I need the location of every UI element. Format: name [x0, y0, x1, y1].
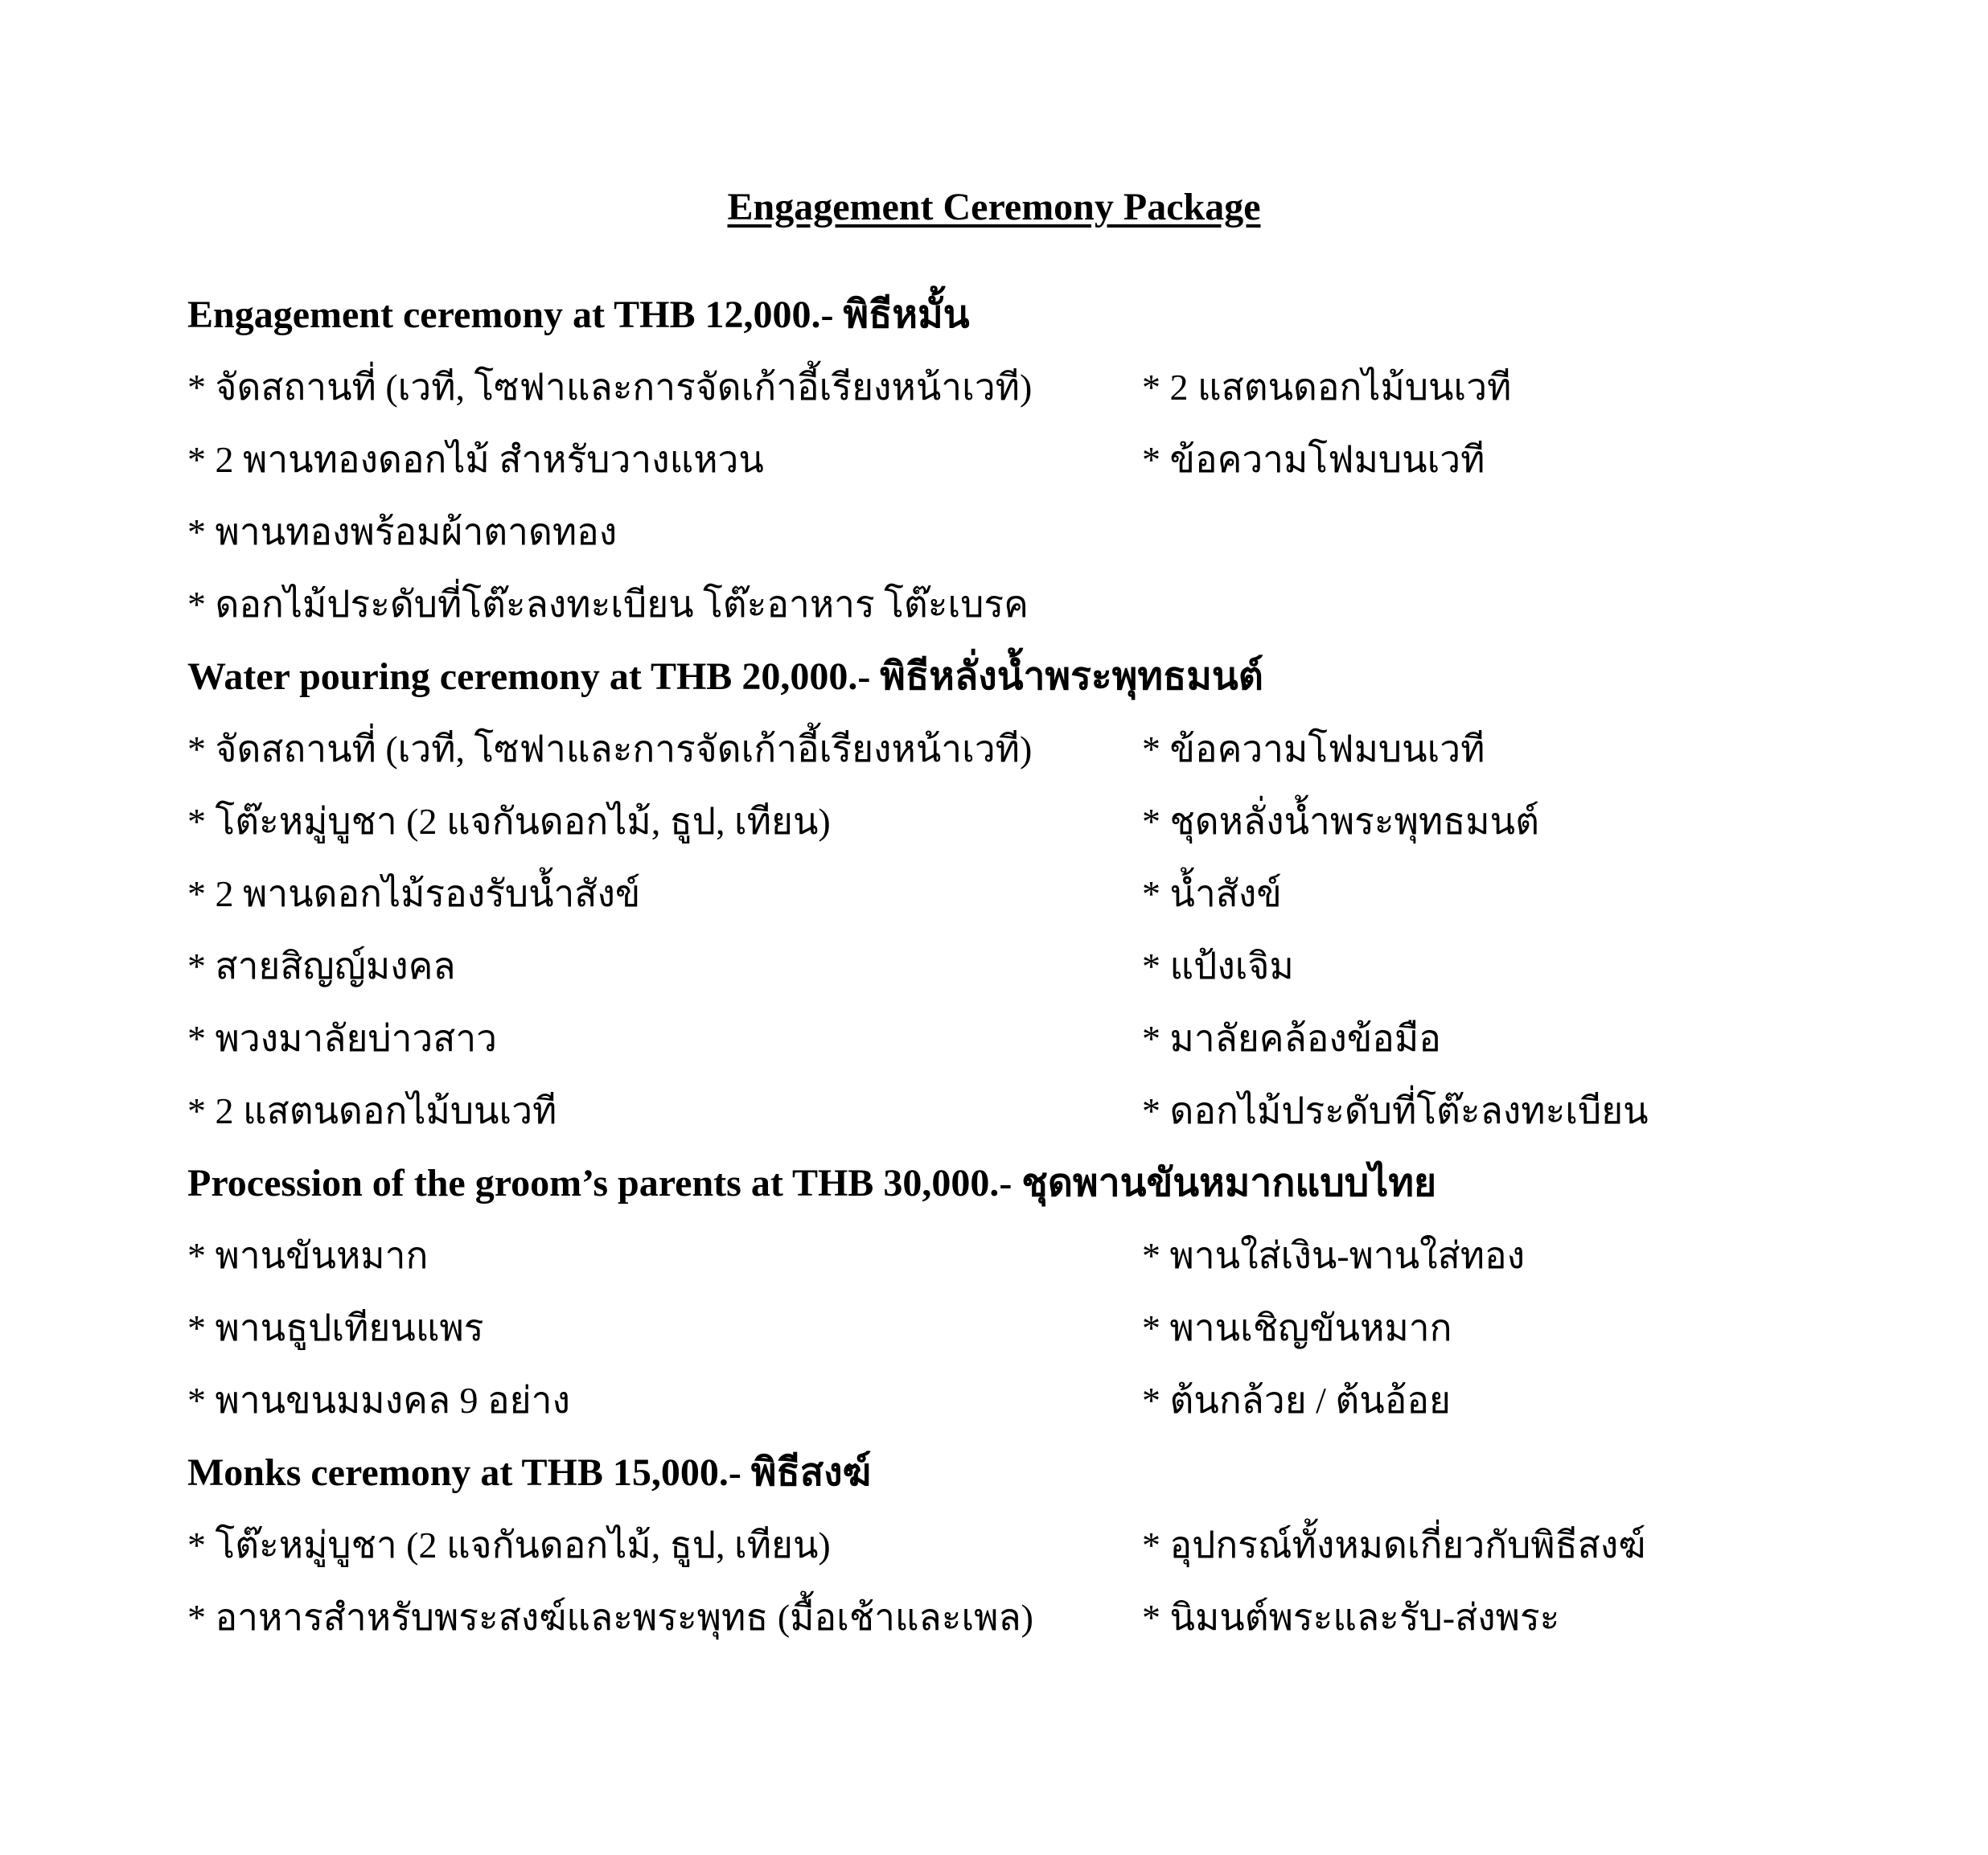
list-item: * 2 พานดอกไม้รองรับน้ำสังข์ — [187, 873, 641, 914]
list-item: * แป้งเจิม — [1142, 946, 1294, 987]
list-item: * 2 แสตนดอกไม้บนเวที — [187, 1090, 557, 1131]
list-item: * โต๊ะหมู่บูชา (2 แจกันดอกไม้, ธูป, เทียน) — [187, 1525, 831, 1566]
list-item: * 2 พานทองดอกไม้ สำหรับวางแหวน — [187, 439, 764, 480]
list-item: * พานขนมมงคล 9 อย่าง — [187, 1380, 570, 1421]
section-heading-water-pouring: Water pouring ceremony at THB 20,000.- พิธีหลั่งน้ำพระพุทธมนต์ — [187, 655, 1263, 698]
list-item: * พานขันหมาก — [187, 1235, 429, 1276]
list-item: * พานธูปเทียนแพร — [187, 1307, 484, 1348]
section-heading-procession: Procession of the groom’s parents at THB 30,000.- ชุดพานขันหมากแบบไทย — [187, 1162, 1437, 1205]
list-item: * ชุดหลั่งน้ำพระพุทธมนต์ — [1142, 801, 1539, 842]
list-item: * พวงมาลัยบ่าวสาว — [187, 1018, 498, 1059]
list-item: * สายสิญญ์มงคล — [187, 946, 456, 987]
list-item: * จัดสถานที่ (เวที, โซฟาและการจัดเก้าอี้เรียงหน้าเวที) — [187, 728, 1033, 769]
list-item: * โต๊ะหมู่บูชา (2 แจกันดอกไม้, ธูป, เทียน) — [187, 801, 831, 842]
list-item: * อุปกรณ์ทั้งหมดเกี่ยวกับพิธีสงฆ์ — [1142, 1525, 1646, 1566]
list-item: * 2 แสตนดอกไม้บนเวที — [1142, 367, 1512, 408]
page-title: Engagement Ceremony Package — [727, 186, 1261, 228]
list-item: * ดอกไม้ประดับที่โต๊ะลงทะเบียน — [1142, 1090, 1649, 1131]
list-item: * อาหารสำหรับพระสงฆ์และพระพุทธ (มื้อเช้าและเพล) — [187, 1597, 1034, 1638]
list-item: * ดอกไม้ประดับที่โต๊ะลงทะเบียน โต๊ะอาหาร โต๊ะเบรค — [187, 584, 1029, 625]
section-heading-engagement: Engagement ceremony at THB 12,000.- พิธีหมั้น — [187, 293, 970, 336]
list-item: * พานใส่เงิน-พานใส่ทอง — [1142, 1235, 1526, 1276]
section-heading-monks: Monks ceremony at THB 15,000.- พิธีสงฆ์ — [187, 1451, 872, 1494]
list-item: * ต้นกล้วย / ต้นอ้อย — [1142, 1380, 1451, 1421]
list-item: * น้ำสังข์ — [1142, 873, 1282, 914]
list-item: * นิมนต์พระและรับ-ส่งพระ — [1142, 1597, 1560, 1638]
list-item: * พานทองพร้อมผ้าตาดทอง — [187, 511, 618, 552]
list-item: * ข้อความโฟมบนเวที — [1142, 728, 1485, 769]
list-item: * มาลัยคล้องข้อมือ — [1142, 1018, 1441, 1059]
list-item: * พานเชิญขันหมาก — [1142, 1307, 1452, 1348]
list-item: * ข้อความโฟมบนเวที — [1142, 439, 1485, 480]
list-item: * จัดสถานที่ (เวที, โซฟาและการจัดเก้าอี้เรียงหน้าเวที) — [187, 367, 1033, 408]
